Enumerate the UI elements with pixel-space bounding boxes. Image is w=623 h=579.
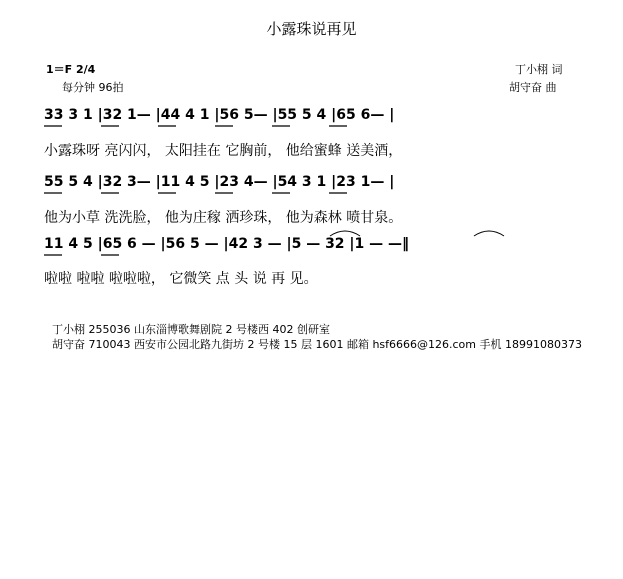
composer-credit: 胡守奋 曲 (509, 81, 557, 94)
notation-line-3: 11 4 5 |65 6 — |56 5 — |42 3 — |5 — 32 |1 — —‖ (44, 236, 410, 252)
lyrics-line-2: 他为小草 洗洗脸， 他为庄稼 洒珍珠， 他为森林 喷甘泉。 (44, 210, 403, 226)
lyrics-line-1: 小露珠呀 亮闪闪， 太阳挂在 它胸前， 他给蜜蜂 送美酒， (44, 143, 403, 159)
lyrics-line-3: 啦啦 啦啦 啦啦啦， 它微笑 点 头 说 再 见。 (44, 271, 318, 287)
tempo-marking: 每分钟 96拍 (62, 81, 124, 94)
contact-composer: 胡守奋 710043 西安市公园北路九街坊 2 号楼 15 层 1601 邮箱 hsf6666@126.com 手机 18991080373 (52, 338, 582, 351)
contact-lyricist: 丁小栩 255036 山东淄博歌舞剧院 2 号楼西 402 创研室 (52, 323, 330, 336)
key-signature: 1＝F 2/4 (46, 63, 96, 76)
slur-marks (330, 231, 504, 236)
lyricist-credit: 丁小栩 词 (515, 63, 563, 76)
notation-line-1: 33 3 1 |32 1— |44 4 1 |56 5— |55 5 4 |65 6— | (44, 107, 395, 123)
beam-lines (44, 126, 347, 255)
notation-line-2: 55 5 4 |32 3— |11 4 5 |23 4— |54 3 1 |23 1— | (44, 174, 395, 190)
song-title: 小露珠说再见 (266, 20, 357, 38)
